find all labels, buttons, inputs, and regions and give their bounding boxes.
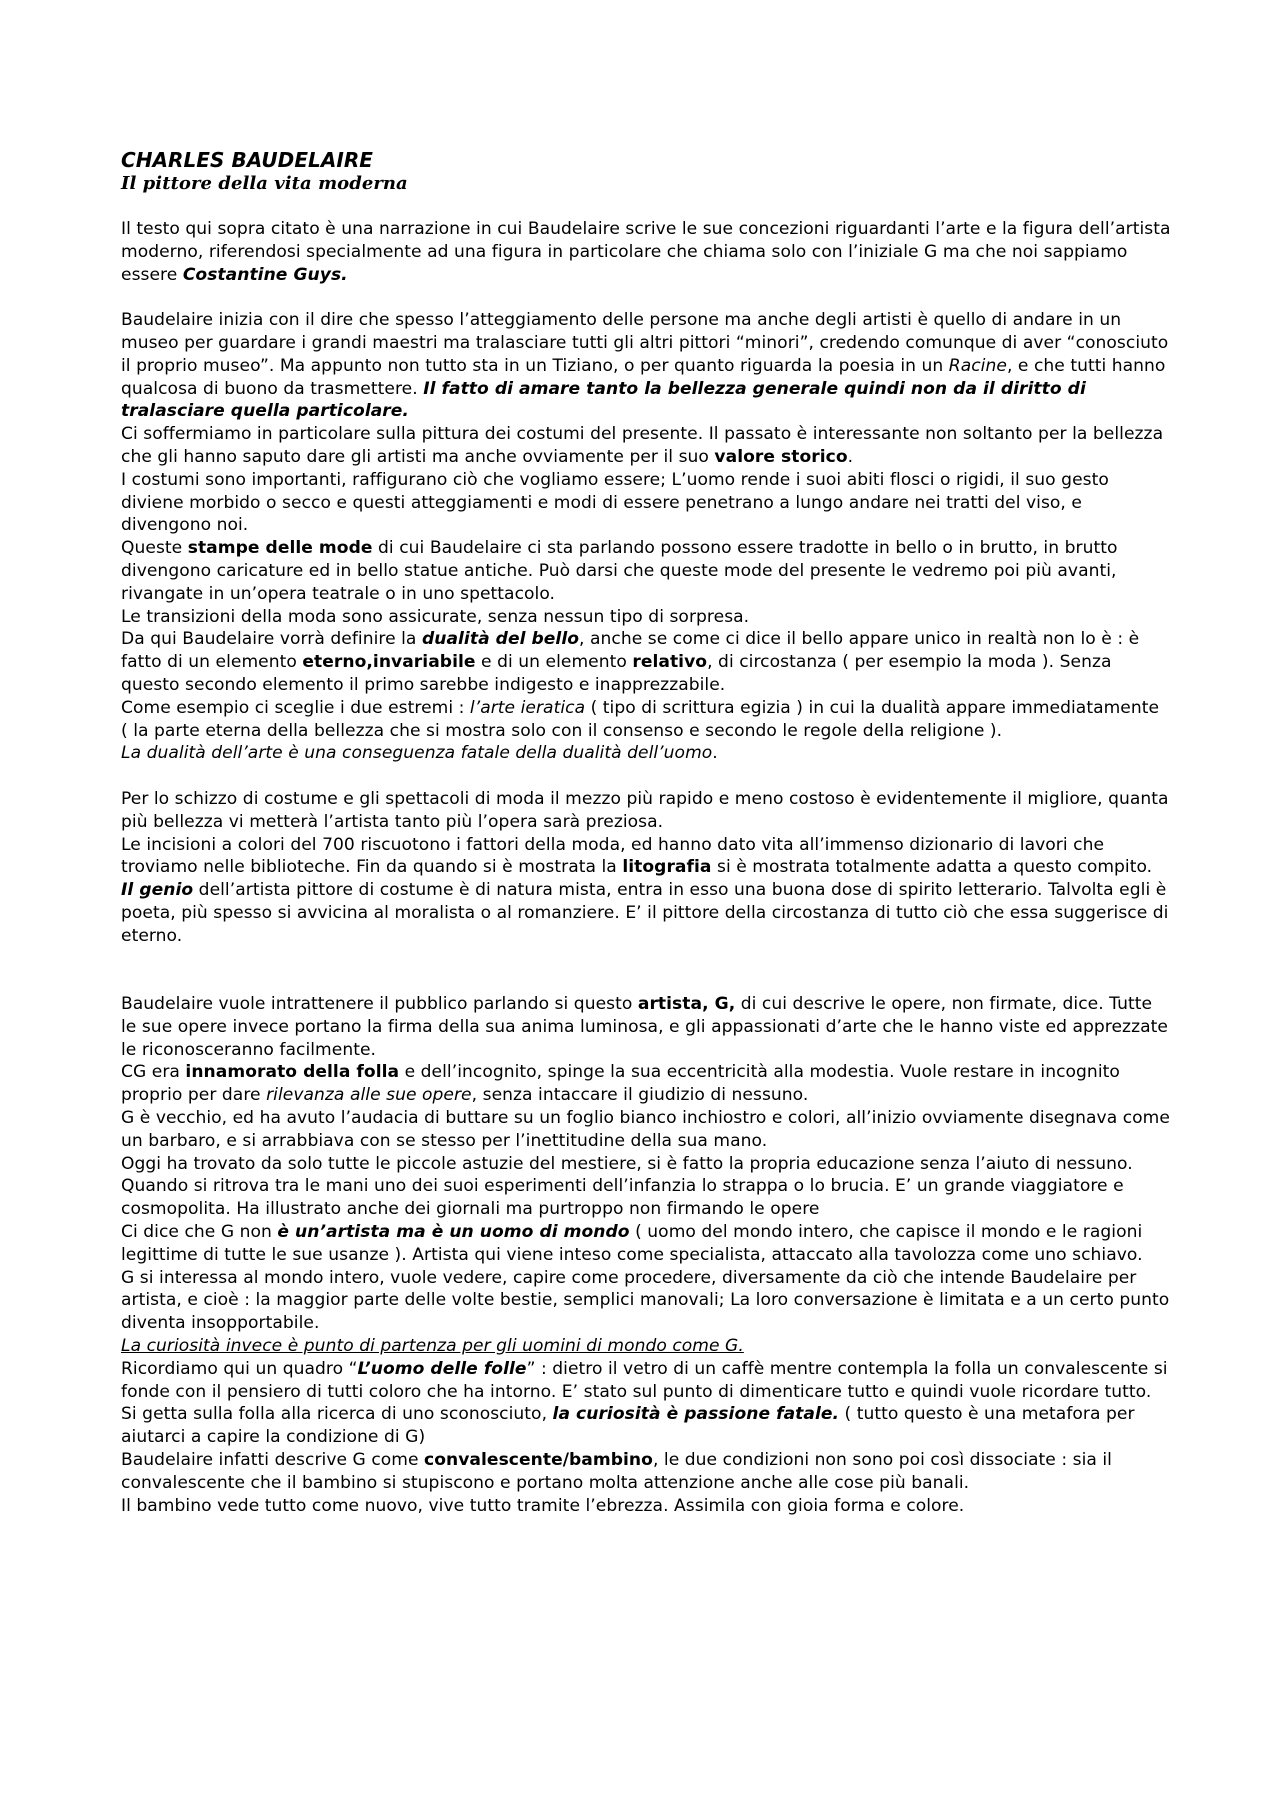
document-page [121,148,1171,1517]
paragraph: Il bambino vede tutto come nuovo, vive tutto tramite l’ebrezza. Assimila con gioia forma e colore. [121,1495,965,1516]
paragraph: Baudelaire inizia con il dire che spesso l’atteggiamento delle persone ma anche degli artisti è quello di andare in un museo per guardare i grandi maestri ma tralasciare tutti gli altri pittori “minori”, credendo comunque di aver “conosciuto il proprio museo”. Ma appunto non tutto sta in un Tiziano, o per quanto riguarda la poesia in un Racine, e che tutti hanno qualcosa di buono da trasmettere. Il fatto di amare tanto la bellezza generale quindi non da il diritto di tralasciare quella particolare. [121,310,1169,422]
paragraph: Le incisioni a colori del 700 riscuotono i fattori della moda, ed hanno dato vita all’immenso dizionario di lavori che troviamo nelle biblioteche. Fin da quando si è mostrata la litografia si è mostrata totalmente adatta a questo compito. [121,834,1153,878]
paragraph: Ci soffermiamo in particolare sulla pittura dei costumi del presente. Il passato è interessante non soltanto per la bellezza che gli hanno saputo dare gli artisti ma anche ovviamente per il suo valore storico. [121,424,1164,467]
paragraph: CG era innamorato della folla e dell’incognito, spinge la sua eccentricità alla modestia. Vuole restare in incognito proprio per dare rilevanza alle sue opere, senza intaccare il giudizio di nessuno. [121,1062,1120,1106]
paragraph: I costumi sono importanti, raffigurano ciò che vogliamo essere; L’uomo rende i suoi abiti flosci o rigidi, il suo gesto diviene morbido o secco e questi atteggiamenti e modi di essere penetrano a lungo andare nei tratti del viso, e divengono noi. [121,469,1109,536]
document-subtitle: Il pittore della vita moderna [121,173,408,194]
paragraph: Baudelaire infatti descrive G come convalescente/bambino, le due condizioni non sono poi così dissociate : sia il convalescente che il bambino si stupiscono e portano molta attenzione anche alle cose più banali. [121,1450,1112,1493]
paragraph: G è vecchio, ed ha avuto l’audacia di buttare su un foglio bianco inchiostro e colori, all’inizio ovviamente disegnava come un barbaro, e si arrabbiava con se stesso per l’inettitudine della sua mano. [121,1108,1170,1151]
paragraph: Ci dice che G non è un’artista ma è un uomo di mondo ( uomo del mondo intero, che capisce il mondo e le ragioni legittime di tutte le sue usanze ). Artista qui viene inteso come specialista, attaccato alla tavolozza come uno schiavo. [121,1222,1143,1265]
document-title: CHARLES BAUDELAIRE [121,148,374,172]
paragraph-underlined: La curiosità invece è punto di partenza per gli uomini di mondo come G. [121,1336,744,1357]
paragraph: Baudelaire vuole intrattenere il pubblico parlando si questo artista, G, di cui descrive le opere, non firmate, dice. Tutte le sue opere invece portano la firma della sua anima luminosa, e gli appassionati d’arte che le hanno viste ed apprezzate le riconosceranno facilmente. [121,994,1168,1060]
paragraph: Oggi ha trovato da solo tutte le piccole astuzie del mestiere, si è fatto la propria educazione senza l’aiuto di nessuno. [121,1153,1133,1174]
paragraph: Per lo schizzo di costume e gli spettacoli di moda il mezzo più rapido e meno costoso è evidentemente il migliore, quanta più bellezza vi metterà l’artista tanto più l’opera sarà preziosa. [121,788,1169,832]
paragraph-intro: Il testo qui sopra citato è una narrazione in cui Baudelaire scrive le sue concezioni riguardanti l’arte e la figura dell’artista moderno, riferendosi specialmente ad una figura in particolare che chiama solo con l’iniziale G ma che noi sappiamo essere Costantine Guys. [121,219,1171,285]
paragraph: Ricordiamo qui un quadro “L’uomo delle folle” : dietro il vetro di un caffè mentre contempla la folla un convalescente si fonde con il pensiero di tutti coloro che ha intorno. E’ stato sul punto di dimenticare tutto e quindi vuole ricordare tutto. [121,1358,1168,1402]
paragraph: G si interessa al mondo intero, vuole vedere, capire come procedere, diversamente da ciò che intende Baudelaire per artista, e cioè : la maggior parte delle volte bestie, semplici manovali; La loro conversazione è limitata e a un certo punto diventa insopportabile. [121,1267,1170,1334]
paragraph: Si getta sulla folla alla ricerca di uno sconosciuto, la curiosità è passione fatale. ( tutto questo è una metafora per aiutarci a capire la condizione di G) [121,1404,1135,1448]
paragraph: Da qui Baudelaire vorrà definire la dualità del bello, anche se come ci dice il bello appare unico in realtà non lo è : è fatto di un elemento eterno,invariabile e di un elemento relativo, di circostanza ( per esempio la moda ). Senza questo secondo elemento il primo sarebbe indigesto e inapprezzabile. [121,629,1140,695]
paragraph: La dualità dell’arte è una conseguenza fatale della dualità dell’uomo. [121,743,718,764]
paragraph: Queste stampe delle mode di cui Baudelaire ci sta parlando possono essere tradotte in bello o in brutto, in brutto divengono caricature ed in bello statue antiche. Può darsi che queste mode del presente le vedremo poi più avanti, rivangate in un’opera teatrale o in uno spettacolo. [121,538,1118,604]
paragraph: Le transizioni della moda sono assicurate, senza nessun tipo di sorpresa. [121,606,750,627]
paragraph: Il genio dell’artista pittore di costume è di natura mista, entra in esso una buona dose di spirito letterario. Talvolta egli è poeta, più spesso si avvicina al moralista o al romanziere. E’ il pittore della circostanza di tutto ciò che essa suggerisce di eterno. [121,880,1169,946]
paragraph: Quando si ritrova tra le mani uno dei suoi esperimenti dell’infanzia lo strappa o lo brucia. E’ un grande viaggiatore e cosmopolita. Ha illustrato anche dei giornali ma purtroppo non firmando le opere [121,1176,1124,1220]
paragraph: Come esempio ci sceglie i due estremi : l’arte ieratica ( tipo di scrittura egizia ) in cui la dualità appare immediatamente ( la parte eterna della bellezza che si mostra solo con il consenso e secondo le regole della religione ). [121,697,1160,741]
